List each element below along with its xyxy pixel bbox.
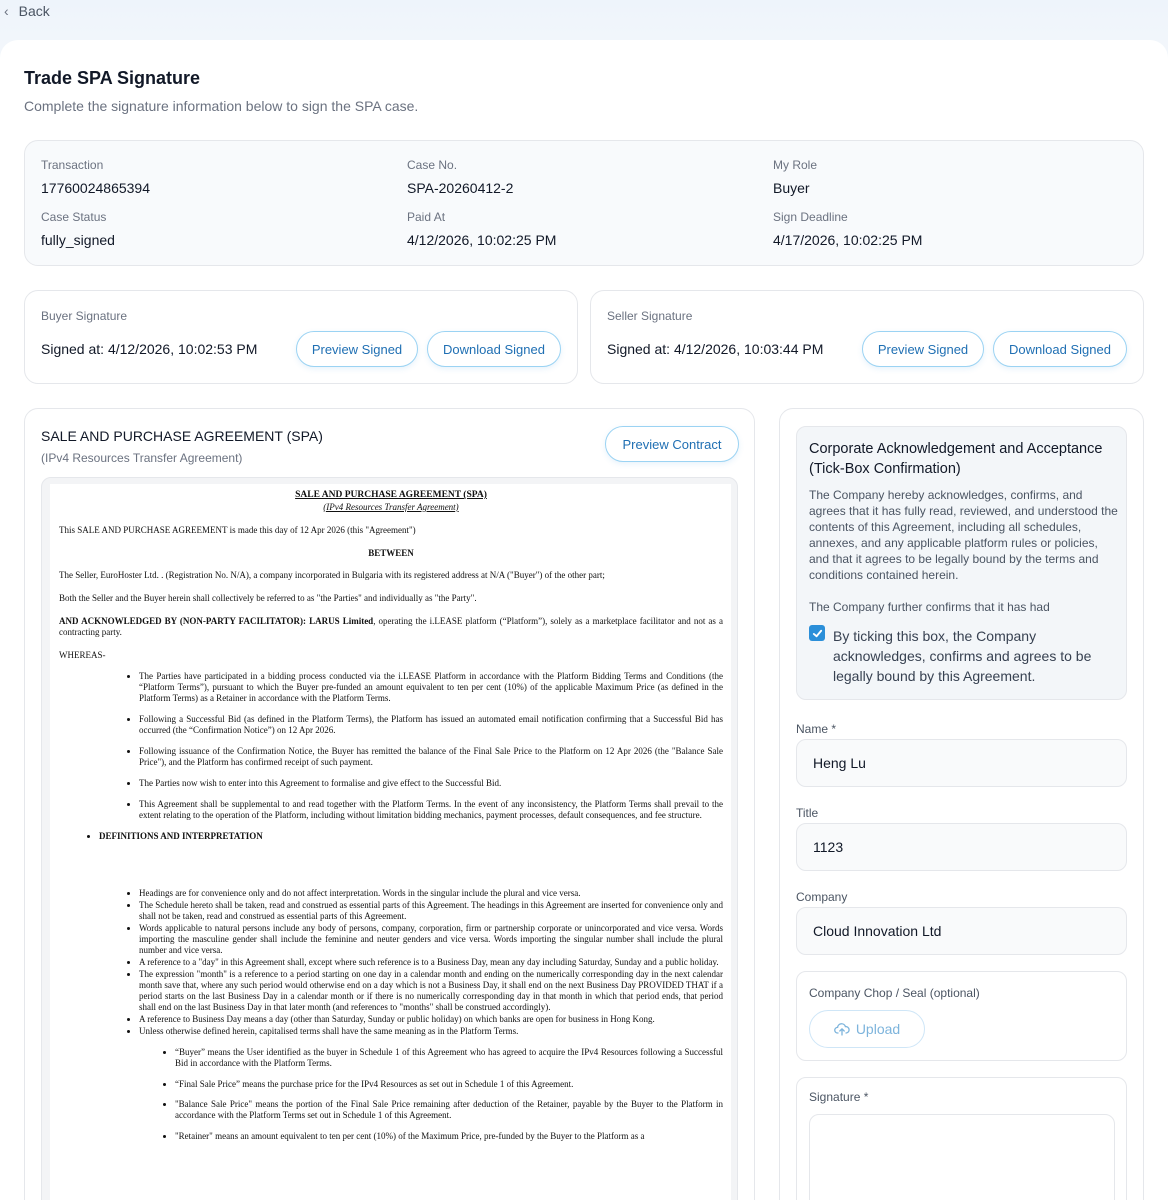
status-label: Case Status: [41, 210, 107, 224]
signature-pad[interactable]: [809, 1114, 1115, 1200]
doc-whereas: WHEREAS-: [59, 650, 106, 661]
ack-body: The Company hereby acknowledges, confirms, and agrees that it has fully read, reviewed, and understood the contents of this Agreement, including all schedules, annexes, and any applicable platform rules or policies, and that it agrees to be legally bound by the terms and conditions contained herein.: [809, 488, 1118, 582]
definitions-section: [99, 831, 723, 842]
status-value: fully_signed: [41, 232, 115, 248]
chevron-left-icon: ‹: [4, 3, 9, 19]
name-input[interactable]: [796, 739, 1127, 787]
doc-ack-bold: AND ACKNOWLEDGED BY (NON-PARTY FACILITATOR): LARUS Limited: [59, 616, 374, 627]
case-no-value: SPA-20260412-2: [407, 180, 514, 196]
list-item: • Unless otherwise defined herein, capitalised terms shall have the same meaning as in the Platform Terms.: [139, 1026, 723, 1037]
doc-seller-line: The Seller, EuroHoster Ltd. . (Registration No. N/A), a company incorporated in Bulgaria with its registered address at N/A ("Buyer") of the other part;: [59, 570, 605, 581]
paid-info: [407, 210, 556, 248]
list-item: • Words applicable to natural persons include any body of persons, company, corporation, firm or partnership corporate or unincorporated and vice versa. Words importing the masculine gender shall include the feminine and neuter genders and vice versa. Words importing the singular number shall include the plural number and vice versa.: [139, 923, 723, 956]
company-label: Company: [796, 890, 848, 904]
list-item: • The Schedule hereto shall be taken, read and construed as essential parts of this Agreement. The headings in this Agreement are inserted for convenience only and shall not be taken, read and construed as essential parts of this Agreement.: [139, 900, 723, 922]
buyer-download-signed-button[interactable]: Download Signed: [427, 331, 561, 367]
title-label: Title: [796, 806, 819, 820]
doc-ack-line: [59, 616, 723, 638]
signature-section: [796, 1077, 1127, 1200]
list-item: • Following a Successful Bid (as defined in the Platform Terms), the Platform has issued an automated email notification confirming that a Successful Bid has occurred (the “Confirmation Notice”) on 12 Apr 2026.: [139, 714, 723, 736]
seller-signed-at: Signed at: 4/12/2026, 10:03:44 PM: [607, 341, 824, 357]
upload-button[interactable]: [809, 1010, 925, 1048]
list-item: • The Parties now wish to enter into this Agreement to formalise and give effect to the Successful Bid.: [139, 778, 723, 789]
page-subtitle: Complete the signature information below to sign the SPA case.: [24, 98, 419, 114]
ack-body-continued: The Company further confirms that it has had: [809, 600, 1050, 614]
list-item: • A reference to Business Day means a day (other than Saturday, Sunday or public holiday) on which banks are open for business in Hong Kong.: [139, 1014, 723, 1025]
contract-document: [50, 484, 731, 1200]
seller-signature-label: Seller Signature: [607, 309, 693, 323]
name-label: Name *: [796, 722, 837, 736]
doc-between: BETWEEN: [368, 547, 414, 558]
paid-value: 4/12/2026, 10:02:25 PM: [407, 232, 557, 248]
case-no-info: [407, 158, 513, 196]
doc-subheading: (IPv4 Resources Transfer Agreement): [323, 501, 459, 512]
cloud-upload-icon: [834, 1022, 850, 1036]
list-item: • "Retainer" means an amount equivalent to ten per cent (10%) of the Maximum Price, pre-funded by the Buyer to the Platform as a: [175, 1131, 723, 1142]
paid-label: Paid At: [407, 210, 446, 224]
seller-preview-signed-button[interactable]: Preview Signed: [862, 331, 984, 367]
status-info: [41, 210, 115, 248]
transaction-label: Transaction: [41, 158, 104, 172]
company-chop-section: [796, 971, 1127, 1061]
title-input[interactable]: [796, 823, 1127, 871]
chop-label: Company Chop / Seal (optional): [809, 986, 980, 1000]
list-item: • The Parties have participated in a bidding process conducted via the i.LEASE Platform in accordance with the Platform Bidding Terms and Conditions (the “Platform Terms”), pursuant to which the Buyer pre-funded an amount equivalent to ten per cent (10%) of the applicable Maximum Price (as defined in the Platform Terms) as a Retainer in accordance with the Platform Terms.: [139, 671, 723, 704]
list-item: • The expression "month" is a reference to a period starting on one day in a calendar month and ending on the numerically corresponding day in the next calendar month save that, where any such period would otherwise end on a day which is not a Business Day, it shall end on the next Business Day PROVIDED THAT if a period starts on the last Business Day in a calendar month or if there is no numerically corresponding day in that month in which that period ends, that period shall end on the last Business Day in that later month (and references to "months" shall be construed accordingly).: [139, 969, 723, 1013]
doc-intro: This SALE AND PURCHASE AGREEMENT is made this day of 12 Apr 2026 (this "Agreement"): [59, 524, 416, 535]
contract-subtitle: (IPv4 Resources Transfer Agreement): [41, 451, 243, 465]
definitions-heading: • DEFINITIONS AND INTERPRETATION: [99, 831, 723, 842]
checkmark-icon: [812, 628, 823, 639]
upload-label: Upload: [855, 1021, 901, 1037]
list-item: • Following issuance of the Confirmation Notice, the Buyer has remitted the balance of the Final Sale Price to the Platform on 12 Apr 2026 (the "Balance Sale Price"), and the Platform has confirmed receipt of such payment.: [139, 746, 723, 768]
list-item: • Headings are for convenience only and do not affect interpretation. Words in the singular include the plural and vice versa.: [139, 888, 723, 899]
seller-download-signed-button[interactable]: Download Signed: [993, 331, 1127, 367]
contract-card: [24, 408, 755, 1200]
list-item: • “Final Sale Price” means the purchase price for the IPv4 Resources as set out in Schedule 1 of this Agreement.: [175, 1079, 723, 1090]
deadline-label: Sign Deadline: [773, 210, 848, 224]
buyer-signed-at: Signed at: 4/12/2026, 10:02:53 PM: [41, 341, 258, 357]
buyer-signature-card: [24, 290, 578, 384]
transaction-info: [41, 158, 150, 196]
signature-label: Signature *: [809, 1090, 869, 1104]
buyer-signature-label: Buyer Signature: [41, 309, 128, 323]
ack-title: Corporate Acknowledgement and Acceptance (Tick-Box Confirmation): [809, 441, 1103, 477]
contract-title: SALE AND PURCHASE AGREEMENT (SPA): [41, 428, 323, 444]
deadline-info: [773, 210, 922, 248]
deadline-value: 4/17/2026, 10:02:25 PM: [773, 232, 923, 248]
transaction-value: 17760024865394: [41, 180, 151, 196]
case-no-label: Case No.: [407, 158, 458, 172]
case-info-card: [24, 140, 1144, 266]
page-title: Trade SPA Signature: [24, 68, 201, 88]
main-panel: [0, 40, 1168, 1200]
list-item: • A reference to a "day" in this Agreement shall, except where such reference is to a Business Day, mean any day including Saturday, Sunday and a public holiday.: [139, 957, 723, 968]
acknowledgement-box[interactable]: [796, 426, 1127, 700]
role-info: [773, 158, 817, 196]
contract-viewer[interactable]: [41, 477, 738, 1200]
doc-parties-line: Both the Seller and the Buyer herein shall collectively be referred to as "the Parties" and individually as "the Party".: [59, 593, 477, 604]
definitions-list: [175, 1047, 723, 1143]
doc-ack-rest: , operating the i.LEASE platform (“Platform”), solely as a marketplace facilitator and not as a contracting party.: [59, 616, 723, 638]
back-link[interactable]: [4, 1, 50, 21]
list-item: • This Agreement shall be supplemental to and read together with the Platform Terms. In the event of any inconsistency, the Platform Terms shall prevail to the extent relating to the operation of the Platform, including without limitation bidding mechanics, payment processes, default consequences, and fee structure.: [139, 799, 723, 821]
preview-contract-button[interactable]: Preview Contract: [605, 426, 739, 462]
ack-checkbox[interactable]: [809, 625, 825, 641]
seller-signature-card: [590, 290, 1144, 384]
role-value: Buyer: [773, 180, 810, 196]
interpretation-list: [139, 888, 723, 1037]
role-label: My Role: [773, 158, 818, 172]
list-item: • "Balance Sale Price" means the portion of the Final Sale Price remaining after deduction of the Retainer, payable by the Buyer to the Platform in accordance with the Platform Terms set out in Schedule 1 of this Agreement.: [175, 1099, 723, 1121]
doc-heading: SALE AND PURCHASE AGREEMENT (SPA): [295, 490, 487, 500]
buyer-preview-signed-button[interactable]: Preview Signed: [296, 331, 418, 367]
back-label: Back: [18, 3, 50, 19]
signing-form-card: [779, 408, 1144, 1200]
list-item: • “Buyer” means the User identified as the buyer in Schedule 1 of this Agreement who has agreed to acquire the IPv4 Resources following a Successful Bid in accordance with the Platform Terms.: [175, 1047, 723, 1069]
ack-checkbox-label[interactable]: By ticking this box, the Company acknowledges, confirms and agrees to be legally bound by this Agreement.: [833, 628, 1092, 684]
company-input[interactable]: [796, 907, 1127, 955]
whereas-list: [139, 671, 723, 821]
